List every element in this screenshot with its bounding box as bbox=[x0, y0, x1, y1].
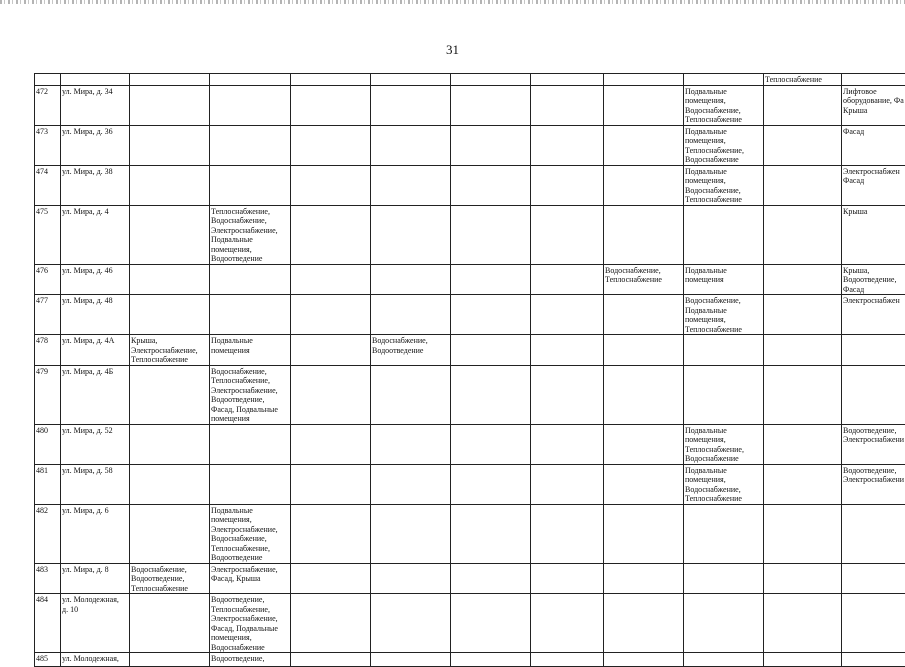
table-header-row bbox=[35, 74, 905, 86]
work-col-10-cell: Фасад bbox=[842, 125, 905, 165]
work-col-5-cell bbox=[451, 295, 531, 335]
work-col-8-cell bbox=[684, 653, 764, 667]
work-col-10-cell bbox=[842, 594, 905, 653]
work-col-5-cell bbox=[451, 464, 531, 504]
address-cell: ул. Мира, д. 46 bbox=[61, 264, 130, 295]
work-col-10-cell: Крыша bbox=[842, 205, 905, 264]
work-col-9-cell bbox=[764, 295, 842, 335]
row-number-cell: 474 bbox=[35, 165, 61, 205]
work-col-10-cell: Водоотведение, Электроснабжени bbox=[842, 424, 905, 464]
work-col-7-cell bbox=[604, 464, 684, 504]
row-number-cell: 483 bbox=[35, 563, 61, 594]
work-col-7-cell bbox=[604, 563, 684, 594]
work-col-9-cell bbox=[764, 504, 842, 563]
work-col-4-cell bbox=[371, 295, 451, 335]
work-col-6-cell bbox=[531, 125, 604, 165]
work-col-9-cell bbox=[764, 594, 842, 653]
table-row bbox=[35, 504, 905, 563]
work-col-9-cell bbox=[764, 653, 842, 667]
work-col-3-cell bbox=[291, 464, 371, 504]
address-cell: ул. Молодежная, bbox=[61, 653, 130, 667]
work-col-8-cell: Подвальные помещения, Водоснабжение, Теплоснабжение bbox=[684, 165, 764, 205]
work-col-4-cell bbox=[371, 264, 451, 295]
address-cell: ул. Мира, д. 4Б bbox=[61, 365, 130, 424]
work-col-8-cell: Водоснабжение, Подвальные помещения, Теплоснабжение bbox=[684, 295, 764, 335]
address-cell: ул. Мира, д. 6 bbox=[61, 504, 130, 563]
work-col-2-cell: Водоотведение, Теплоснабжение, Электроснабжение, Фасад, Подвальные помещения, Водоснабжение bbox=[210, 594, 291, 653]
work-col-2-cell: Водоснабжение, Теплоснабжение, Электроснабжение, Водоотведение, Фасад, Подвальные помещения bbox=[210, 365, 291, 424]
work-col-2-cell: Подвальные помещения, Электроснабжение, Водоснабжение, Теплоснабжение, Водоотведение bbox=[210, 504, 291, 563]
row-number-cell: 475 bbox=[35, 205, 61, 264]
work-col-7-cell: Водоснабжение, Теплоснабжение bbox=[604, 264, 684, 295]
table-row bbox=[35, 335, 905, 366]
work-col-7-cell bbox=[604, 85, 684, 125]
work-col-3-cell bbox=[291, 295, 371, 335]
work-col-2-cell bbox=[210, 165, 291, 205]
work-col-9-cell bbox=[764, 424, 842, 464]
address-cell: ул. Мира, д. 38 bbox=[61, 165, 130, 205]
address-cell: ул. Мира, д. 8 bbox=[61, 563, 130, 594]
work-col-4-cell: Водоснабжение, Водоотведение bbox=[371, 335, 451, 366]
work-col-7-cell bbox=[604, 424, 684, 464]
work-col-1-cell bbox=[130, 264, 210, 295]
work-col-5-cell bbox=[451, 424, 531, 464]
table-row bbox=[35, 563, 905, 594]
row-number-cell: 482 bbox=[35, 504, 61, 563]
work-col-4-cell bbox=[371, 464, 451, 504]
row-number-cell: 484 bbox=[35, 594, 61, 653]
work-col-4-cell bbox=[371, 165, 451, 205]
work-col-8-cell bbox=[684, 365, 764, 424]
work-col-2-cell bbox=[210, 125, 291, 165]
row-number-cell: 481 bbox=[35, 464, 61, 504]
table-row bbox=[35, 264, 905, 295]
work-col-2-cell: Водоотведение, bbox=[210, 653, 291, 667]
work-col-6-cell bbox=[531, 594, 604, 653]
work-col-7-cell bbox=[604, 653, 684, 667]
work-col-3-cell bbox=[291, 365, 371, 424]
row-number-cell: 472 bbox=[35, 85, 61, 125]
work-col-8-cell: Подвальные помещения bbox=[684, 264, 764, 295]
address-cell: ул. Мира, д. 4А bbox=[61, 335, 130, 366]
work-col-5-cell bbox=[451, 653, 531, 667]
work-col-2-cell: Подвальные помещения bbox=[210, 335, 291, 366]
row-number-cell: 478 bbox=[35, 335, 61, 366]
work-col-4-cell bbox=[371, 653, 451, 667]
work-col-1-cell bbox=[130, 85, 210, 125]
address-cell: ул. Мира, д. 58 bbox=[61, 464, 130, 504]
table-row bbox=[35, 464, 905, 504]
work-col-6-cell bbox=[531, 563, 604, 594]
address-cell: ул. Мира, д. 48 bbox=[61, 295, 130, 335]
work-col-3-cell bbox=[291, 205, 371, 264]
work-col-4-cell bbox=[371, 563, 451, 594]
work-col-8-cell bbox=[684, 504, 764, 563]
address-cell: ул. Мира, д. 36 bbox=[61, 125, 130, 165]
work-col-5-cell bbox=[451, 563, 531, 594]
work-col-3-cell bbox=[291, 125, 371, 165]
table-row bbox=[35, 295, 905, 335]
table-row bbox=[35, 205, 905, 264]
work-col-9-cell bbox=[764, 165, 842, 205]
row-number-cell: 480 bbox=[35, 424, 61, 464]
work-col-7-cell bbox=[604, 165, 684, 205]
work-col-1-cell bbox=[130, 464, 210, 504]
work-col-6-cell bbox=[531, 295, 604, 335]
work-col-8-cell bbox=[684, 563, 764, 594]
work-col-6-cell bbox=[531, 335, 604, 366]
work-col-3-cell bbox=[291, 563, 371, 594]
work-col-7-cell bbox=[604, 365, 684, 424]
table-row bbox=[35, 594, 905, 653]
work-col-3-cell bbox=[291, 335, 371, 366]
work-col-5-cell bbox=[451, 594, 531, 653]
work-col-5-cell bbox=[451, 264, 531, 295]
table-row bbox=[35, 125, 905, 165]
repair-schedule-table bbox=[34, 73, 905, 667]
work-col-1-cell bbox=[130, 125, 210, 165]
work-col-2-cell bbox=[210, 464, 291, 504]
work-col-2-cell bbox=[210, 424, 291, 464]
work-col-6-cell bbox=[531, 165, 604, 205]
work-col-10-cell: Электроснабжен bbox=[842, 295, 905, 335]
work-col-5-cell bbox=[451, 165, 531, 205]
address-cell: ул. Мира, д. 34 bbox=[61, 85, 130, 125]
work-col-4-cell bbox=[371, 205, 451, 264]
work-col-4-cell bbox=[371, 424, 451, 464]
row-number-cell: 477 bbox=[35, 295, 61, 335]
work-col-6-cell bbox=[531, 85, 604, 125]
work-col-10-cell bbox=[842, 563, 905, 594]
work-col-7-cell bbox=[604, 125, 684, 165]
work-col-1-cell bbox=[130, 653, 210, 667]
work-col-8-cell bbox=[684, 205, 764, 264]
work-col-3-cell bbox=[291, 424, 371, 464]
work-col-9-cell bbox=[764, 464, 842, 504]
work-col-10-cell bbox=[842, 335, 905, 366]
row-number-cell: 485 bbox=[35, 653, 61, 667]
work-col-1-cell bbox=[130, 594, 210, 653]
work-col-6-cell bbox=[531, 464, 604, 504]
table-row bbox=[35, 653, 905, 667]
work-col-5-cell bbox=[451, 335, 531, 366]
work-col-3-cell bbox=[291, 504, 371, 563]
work-col-8-cell: Подвальные помещения, Водоснабжение, Теплоснабжение bbox=[684, 85, 764, 125]
work-col-8-cell bbox=[684, 594, 764, 653]
work-col-9-cell bbox=[764, 125, 842, 165]
table-row bbox=[35, 165, 905, 205]
work-col-2-cell bbox=[210, 264, 291, 295]
table-row bbox=[35, 365, 905, 424]
address-cell: ул. Молодежная, д. 10 bbox=[61, 594, 130, 653]
row-number-cell: 476 bbox=[35, 264, 61, 295]
header-cell: Теплоснабжение bbox=[764, 74, 842, 86]
work-col-10-cell: Электроснабжен Фасад bbox=[842, 165, 905, 205]
work-col-8-cell bbox=[684, 335, 764, 366]
work-col-2-cell bbox=[210, 85, 291, 125]
scan-edge-artifact bbox=[0, 0, 905, 4]
work-col-3-cell bbox=[291, 264, 371, 295]
work-col-1-cell bbox=[130, 424, 210, 464]
work-col-8-cell: Подвальные помещения, Теплоснабжение, Водоснабжение bbox=[684, 125, 764, 165]
work-col-7-cell bbox=[604, 504, 684, 563]
work-col-2-cell bbox=[210, 295, 291, 335]
work-col-9-cell bbox=[764, 563, 842, 594]
address-cell: ул. Мира, д. 52 bbox=[61, 424, 130, 464]
work-col-6-cell bbox=[531, 653, 604, 667]
work-col-2-cell: Теплоснабжение, Водоснабжение, Электроснабжение, Подвальные помещения, Водоотведение bbox=[210, 205, 291, 264]
work-col-7-cell bbox=[604, 295, 684, 335]
work-col-1-cell bbox=[130, 205, 210, 264]
work-col-5-cell bbox=[451, 85, 531, 125]
address-cell: ул. Мира, д. 4 bbox=[61, 205, 130, 264]
work-col-10-cell bbox=[842, 365, 905, 424]
page-number: 31 bbox=[0, 43, 905, 57]
work-col-10-cell: Водоотведение, Электроснабжени bbox=[842, 464, 905, 504]
work-col-1-cell bbox=[130, 504, 210, 563]
work-col-5-cell bbox=[451, 125, 531, 165]
work-col-5-cell bbox=[451, 365, 531, 424]
work-col-10-cell: Крыша, Водоотведение, Фасад bbox=[842, 264, 905, 295]
work-col-3-cell bbox=[291, 653, 371, 667]
work-col-2-cell: Электроснабжение, Фасад, Крыша bbox=[210, 563, 291, 594]
work-col-4-cell bbox=[371, 594, 451, 653]
work-col-7-cell bbox=[604, 335, 684, 366]
work-col-1-cell: Водоснабжение, Водоотведение, Теплоснабжение bbox=[130, 563, 210, 594]
work-col-1-cell bbox=[130, 295, 210, 335]
work-col-8-cell: Подвальные помещения, Водоснабжение, Теплоснабжение bbox=[684, 464, 764, 504]
work-col-7-cell bbox=[604, 594, 684, 653]
work-col-9-cell bbox=[764, 264, 842, 295]
row-number-cell: 479 bbox=[35, 365, 61, 424]
work-col-9-cell bbox=[764, 335, 842, 366]
work-col-6-cell bbox=[531, 504, 604, 563]
work-col-9-cell bbox=[764, 205, 842, 264]
work-col-1-cell bbox=[130, 365, 210, 424]
work-col-3-cell bbox=[291, 85, 371, 125]
work-col-4-cell bbox=[371, 85, 451, 125]
work-col-5-cell bbox=[451, 504, 531, 563]
work-col-7-cell bbox=[604, 205, 684, 264]
work-col-1-cell: Крыша, Электроснабжение, Теплоснабжение bbox=[130, 335, 210, 366]
work-col-5-cell bbox=[451, 205, 531, 264]
work-col-3-cell bbox=[291, 594, 371, 653]
work-col-6-cell bbox=[531, 365, 604, 424]
work-col-1-cell bbox=[130, 165, 210, 205]
work-col-9-cell bbox=[764, 85, 842, 125]
work-col-10-cell: Лифтовое оборудование, Фа Крыша bbox=[842, 85, 905, 125]
work-col-9-cell bbox=[764, 365, 842, 424]
work-col-3-cell bbox=[291, 165, 371, 205]
work-col-10-cell bbox=[842, 504, 905, 563]
work-col-6-cell bbox=[531, 424, 604, 464]
work-col-6-cell bbox=[531, 205, 604, 264]
work-col-6-cell bbox=[531, 264, 604, 295]
work-col-4-cell bbox=[371, 365, 451, 424]
work-col-8-cell: Подвальные помещения, Теплоснабжение, Водоснабжение bbox=[684, 424, 764, 464]
table-row bbox=[35, 424, 905, 464]
work-col-4-cell bbox=[371, 125, 451, 165]
work-col-10-cell bbox=[842, 653, 905, 667]
table-row bbox=[35, 85, 905, 125]
work-col-4-cell bbox=[371, 504, 451, 563]
row-number-cell: 473 bbox=[35, 125, 61, 165]
